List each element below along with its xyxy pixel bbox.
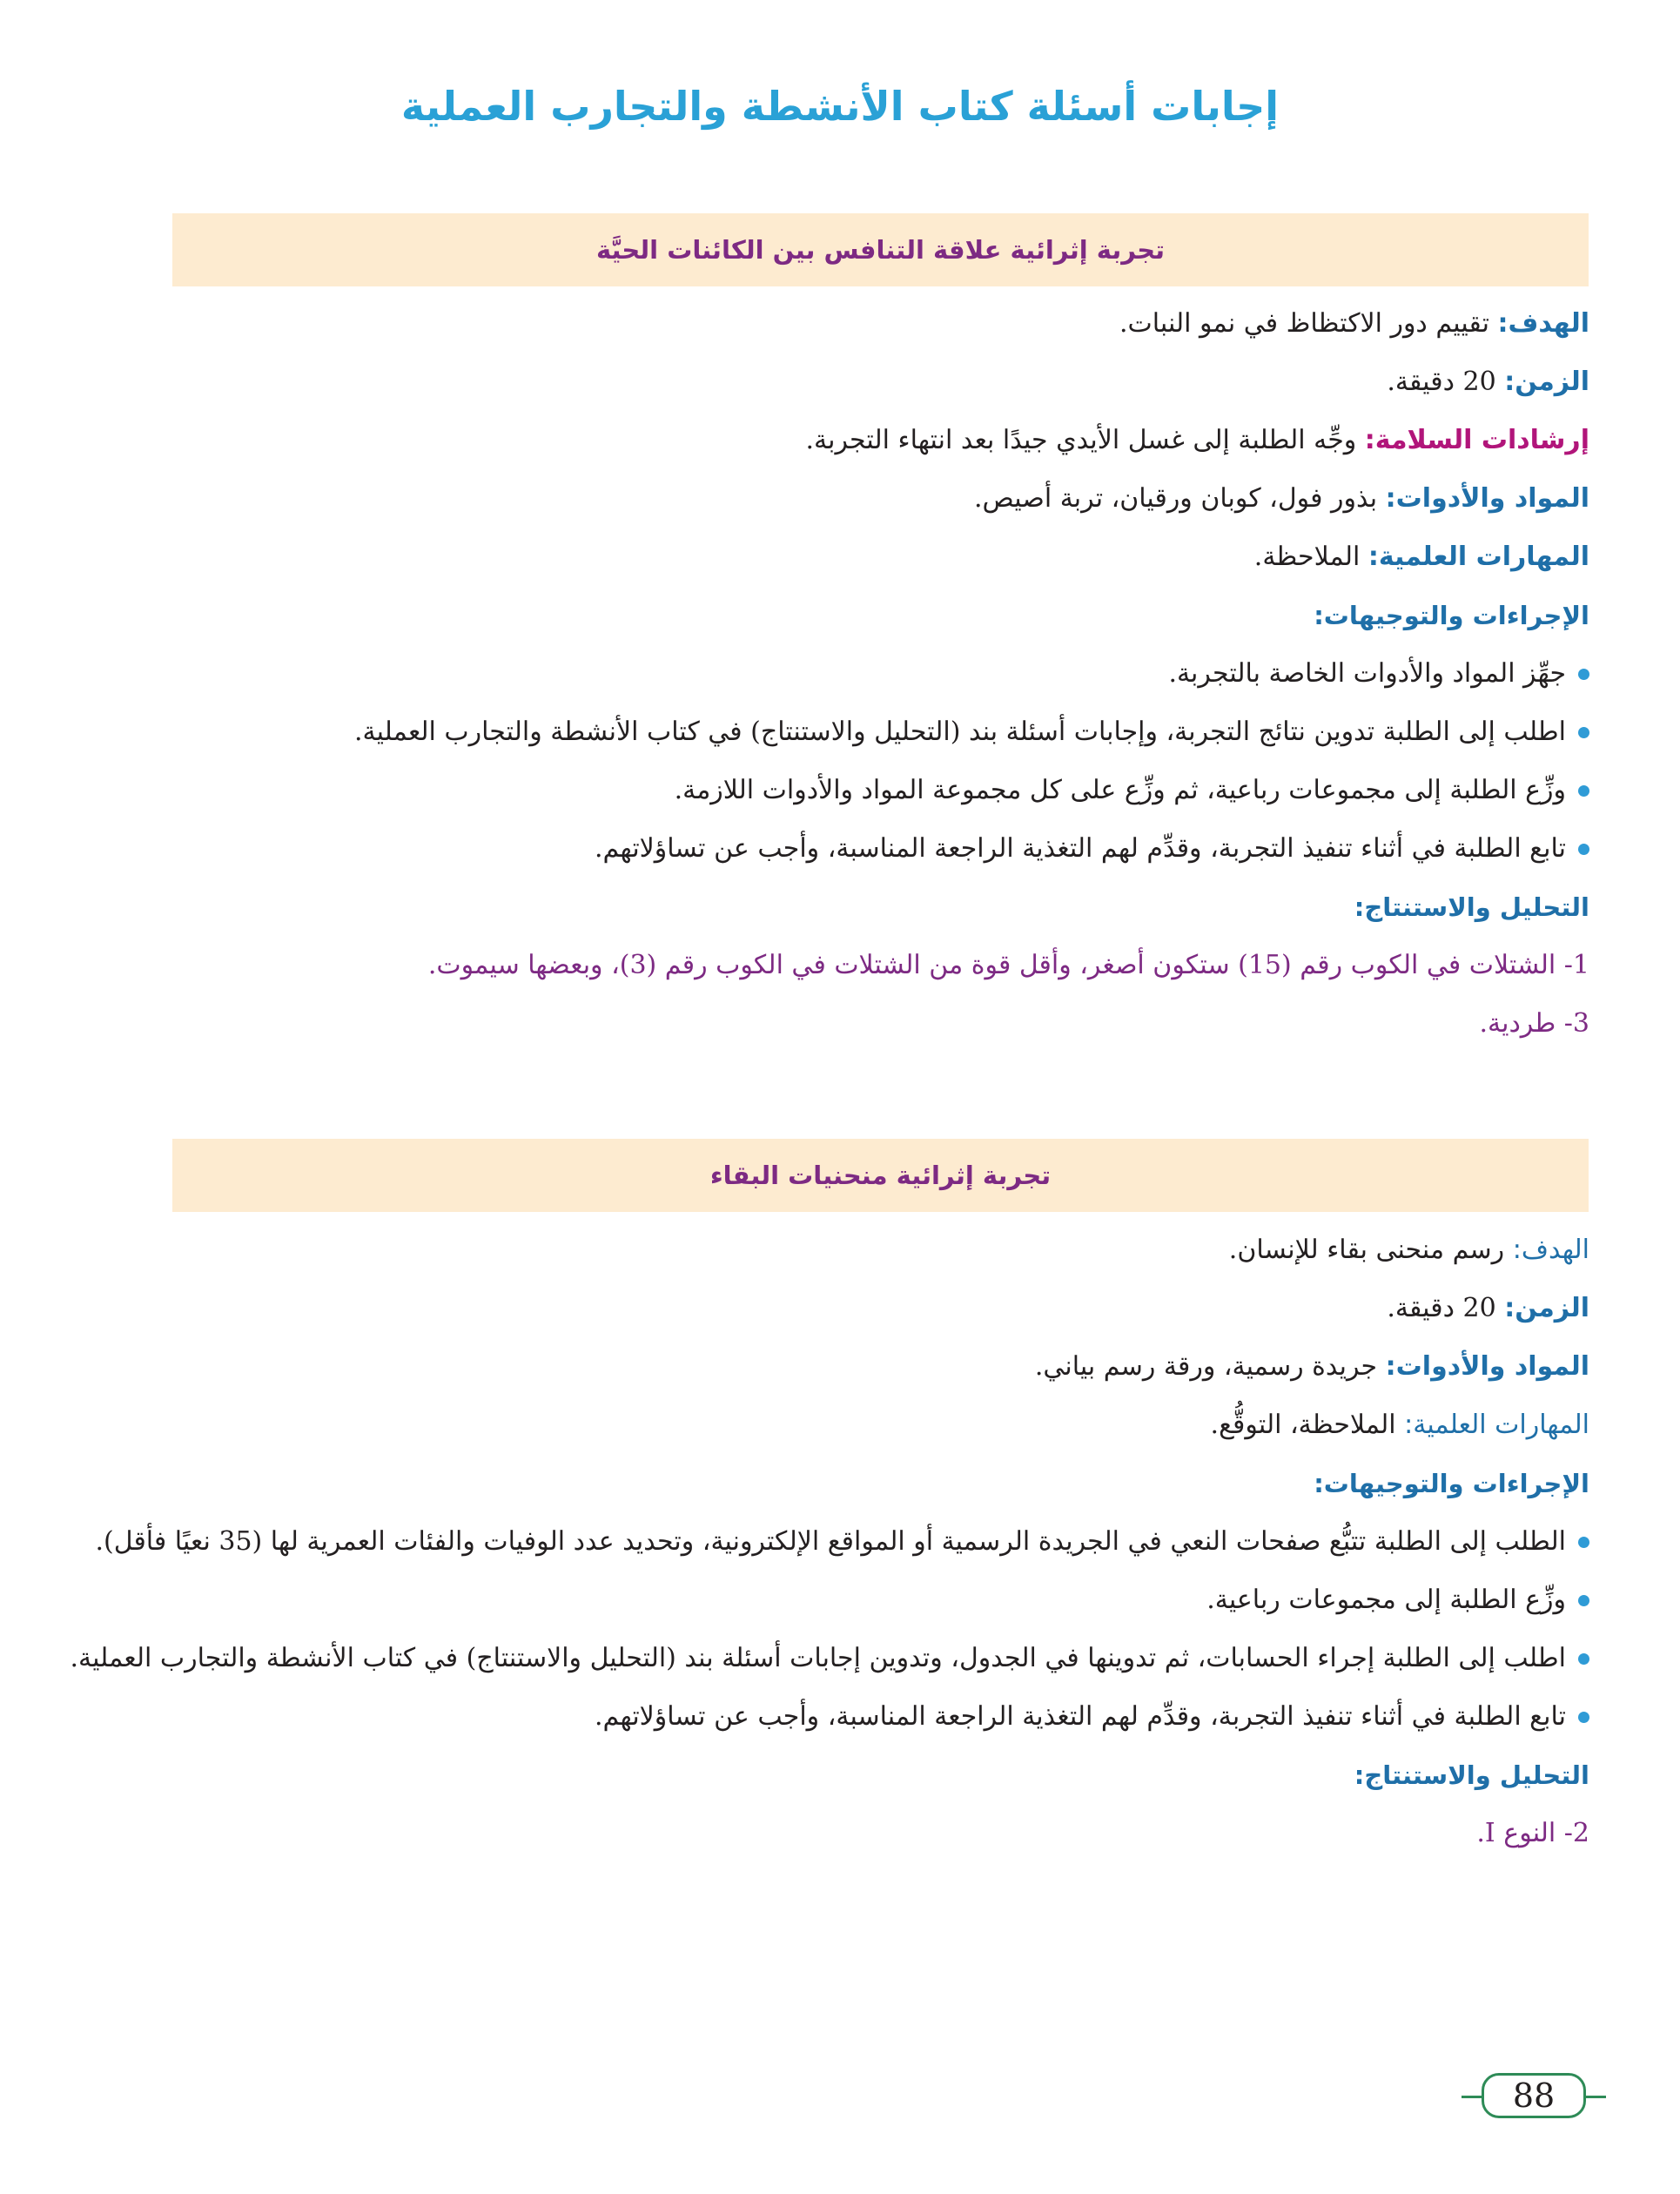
materials-line bbox=[153, 481, 1589, 516]
procedure-item bbox=[153, 656, 1589, 691]
procedure-item bbox=[153, 715, 1589, 750]
bullet-dot-icon bbox=[1578, 1595, 1589, 1606]
skills-line bbox=[153, 540, 1589, 575]
time-text: 20 دقيقة. bbox=[1387, 1293, 1496, 1323]
answer-item: 3- طردية. bbox=[1479, 1008, 1589, 1039]
skills-line bbox=[153, 1408, 1589, 1443]
time-label: الزمن: bbox=[1504, 367, 1589, 397]
skills-text: الملاحظة. bbox=[1253, 542, 1361, 572]
materials-label: المواد والأدوات: bbox=[1385, 1351, 1589, 1382]
bullet-dot-icon bbox=[1578, 1653, 1589, 1665]
procedure-item bbox=[153, 831, 1589, 866]
page-title: إجابات أسئلة كتاب الأنشطة والتجارب العملية bbox=[400, 83, 1280, 130]
procedure-text: تابع الطلبة في أثناء تنفيذ التجربة، وقدِّم لهم التغذية الراجعة المناسبة، وأجب عن تساؤلاتهم. bbox=[595, 833, 1566, 864]
safety-label: إرشادات السلامة: bbox=[1364, 425, 1589, 455]
materials-text: بذور فول، كوبان ورقيان، تربة أصيص. bbox=[974, 483, 1378, 514]
goal-label: الهدف: bbox=[1512, 1235, 1589, 1265]
safety-line bbox=[153, 423, 1589, 458]
time-label: الزمن: bbox=[1504, 1293, 1589, 1323]
time-text: 20 دقيقة. bbox=[1387, 367, 1496, 397]
materials-line bbox=[153, 1349, 1589, 1384]
time-line bbox=[153, 1291, 1589, 1326]
bullet-dot-icon bbox=[1578, 785, 1589, 797]
goal-text: رسم منحنى بقاء للإنسان. bbox=[1228, 1235, 1505, 1265]
procedure-text: وزِّع الطلبة إلى مجموعات رباعية، ثم وزِّع على كل مجموعة المواد والأدوات اللازمة. bbox=[674, 775, 1566, 805]
safety-text: وجِّه الطلبة إلى غسل الأيدي جيدًا بعد انتهاء التجربة. bbox=[805, 425, 1357, 455]
procedure-item bbox=[70, 1641, 1589, 1676]
procedure-item bbox=[153, 1699, 1589, 1734]
procedure-text: وزِّع الطلبة إلى مجموعات رباعية. bbox=[1206, 1585, 1566, 1615]
procedure-item bbox=[95, 1524, 1589, 1559]
answer-item: 2- النوع I. bbox=[1476, 1818, 1589, 1848]
goal-label: الهدف: bbox=[1497, 308, 1589, 339]
answer-item: 1- الشتلات في الكوب رقم (15) ستكون أصغر، وأقل قوة من الشتلات في الكوب رقم (3)، وبعضها سيموت. bbox=[427, 950, 1589, 980]
bullet-dot-icon bbox=[1578, 669, 1589, 680]
procedure-text: تابع الطلبة في أثناء تنفيذ التجربة، وقدِّم لهم التغذية الراجعة المناسبة، وأجب عن تساؤلاتهم. bbox=[595, 1701, 1566, 1732]
analysis-heading: التحليل والاستنتاج: bbox=[1354, 892, 1589, 922]
section-banner-competition: تجربة إثرائية علاقة التنافس بين الكائنات الحيَّة bbox=[172, 213, 1589, 286]
procedure-text: اطلب إلى الطلبة إجراء الحسابات، ثم تدوينها في الجدول، وتدوين إجابات أسئلة بند (التحليل والاستنتاج) في كتاب الأنشطة والتجارب العملية. bbox=[70, 1643, 1566, 1673]
procedure-text: جهِّز المواد والأدوات الخاصة بالتجربة. bbox=[1168, 658, 1566, 689]
procedure-item bbox=[153, 1583, 1589, 1618]
bullet-dot-icon bbox=[1578, 1712, 1589, 1723]
materials-text: جريدة رسمية، ورقة رسم بياني. bbox=[1034, 1351, 1378, 1382]
goal-text: تقييم دور الاكتظاظ في نمو النبات. bbox=[1119, 308, 1489, 339]
procedure-text: الطلب إلى الطلبة تتبُّع صفحات النعي في الجريدة الرسمية أو المواقع الإلكترونية، وتحديد عدد الوفيات والفئات العمرية لها (35 نعيًا فأقل). bbox=[95, 1526, 1566, 1557]
section-competition bbox=[153, 306, 1589, 1065]
bullet-dot-icon bbox=[1578, 727, 1589, 738]
procedures-heading: الإجراءات والتوجيهات: bbox=[1314, 1469, 1589, 1498]
skills-label: المهارات العلمية: bbox=[1368, 542, 1589, 572]
section-survival bbox=[70, 1233, 1589, 1874]
goal-line bbox=[153, 306, 1589, 341]
section-banner-survival: تجربة إثرائية منحنيات البقاء bbox=[172, 1139, 1589, 1212]
procedure-item bbox=[153, 773, 1589, 808]
time-line bbox=[153, 365, 1589, 400]
skills-label: المهارات العلمية: bbox=[1404, 1410, 1589, 1440]
analysis-heading: التحليل والاستنتاج: bbox=[1354, 1760, 1589, 1790]
goal-line bbox=[153, 1233, 1589, 1268]
page-number: 88 bbox=[1482, 2073, 1586, 2118]
skills-text: الملاحظة، التوقُّع. bbox=[1210, 1410, 1396, 1440]
bullet-dot-icon bbox=[1578, 1537, 1589, 1548]
materials-label: المواد والأدوات: bbox=[1385, 483, 1589, 514]
bullet-dot-icon bbox=[1578, 844, 1589, 855]
procedure-text: اطلب إلى الطلبة تدوين نتائج التجربة، وإجابات أسئلة بند (التحليل والاستنتاج) في كتاب الأنشطة والتجارب العملية. bbox=[354, 717, 1566, 747]
procedures-heading: الإجراءات والتوجيهات: bbox=[1314, 601, 1589, 630]
